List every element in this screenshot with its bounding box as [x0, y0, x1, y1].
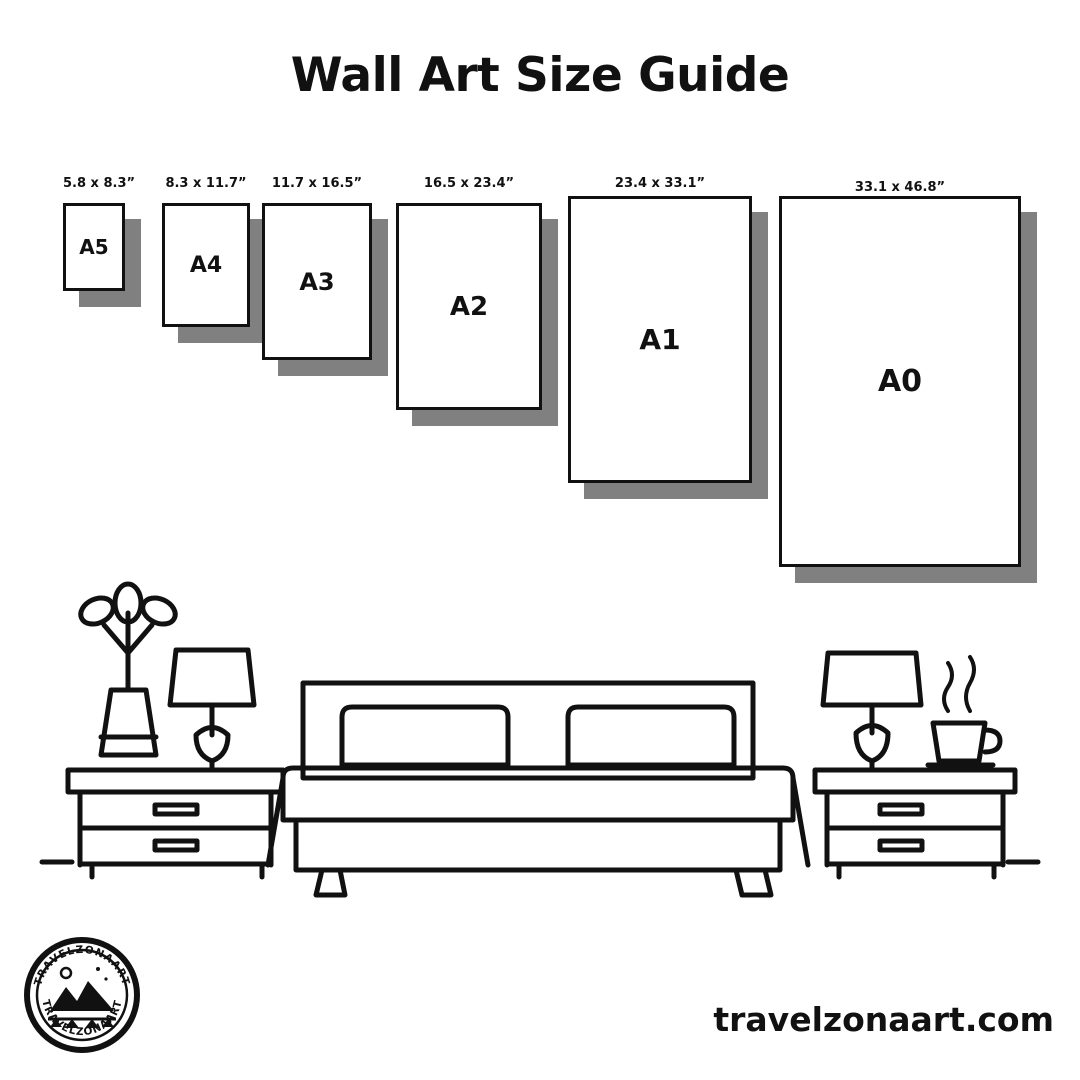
frame-dimension-label: 5.8 x 8.3” [63, 176, 136, 191]
frame-a0[interactable] [779, 196, 1021, 567]
logo-top-text: TRAVELZONAART [32, 943, 132, 988]
frame-dimension-label: 33.1 x 46.8” [854, 180, 946, 195]
bed-icon [268, 683, 808, 895]
frame-a5[interactable] [63, 203, 125, 291]
frame-a1[interactable] [568, 196, 752, 483]
brand-logo [22, 935, 142, 1055]
frame-dimension-label: 8.3 x 11.7” [165, 176, 247, 191]
frame-size-name: A4 [189, 252, 223, 278]
frame-group [262, 176, 394, 390]
frame-dimension-label: 16.5 x 23.4” [423, 176, 515, 191]
bedroom-illustration [0, 565, 1080, 915]
table-lamp-right-icon [823, 653, 921, 770]
vase-with-plant-icon [77, 584, 180, 755]
frame-group [63, 176, 147, 321]
nightstand-right-icon [815, 770, 1015, 877]
frame-group [779, 180, 1043, 597]
frame-size-name: A5 [79, 235, 109, 259]
frame-a4[interactable] [162, 203, 250, 327]
coffee-cup-icon [928, 657, 1000, 765]
frame-a3[interactable] [262, 203, 372, 360]
page-title: Wall Art Size Guide [290, 48, 790, 103]
frame-size-name: A2 [449, 291, 489, 322]
frame-a2[interactable] [396, 203, 542, 410]
frame-group [568, 176, 774, 513]
frame-dimension-label: 23.4 x 33.1” [614, 176, 706, 191]
frame-size-name: A1 [639, 323, 681, 356]
nightstand-left-icon [68, 770, 283, 877]
frame-group [162, 176, 272, 357]
frame-dimension-label: 11.7 x 16.5” [271, 176, 363, 191]
frame-size-name: A3 [299, 267, 335, 296]
frame-group [396, 176, 564, 440]
frame-size-name: A0 [877, 364, 923, 399]
table-lamp-left-icon [170, 650, 254, 770]
website-url: travelzonaart.com [713, 1000, 1054, 1039]
logo-bottom-text: TRAVELZONAART [39, 998, 125, 1039]
